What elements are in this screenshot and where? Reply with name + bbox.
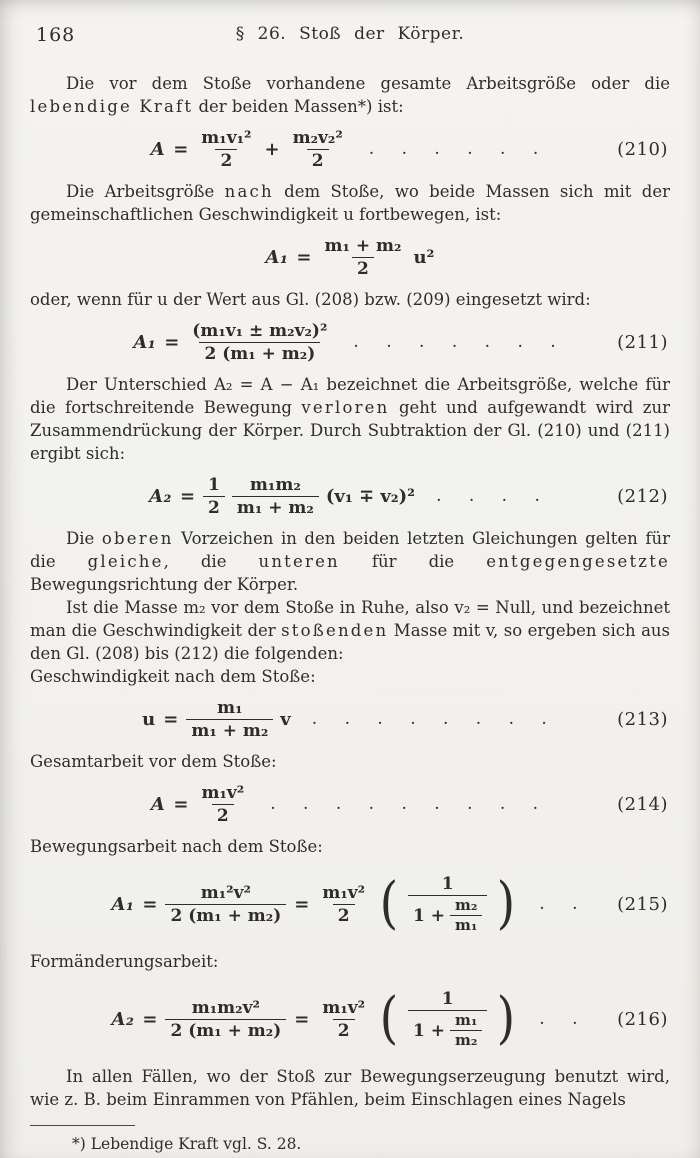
paragraph-text: Bewegungsrichtung der Körper. [30,575,299,594]
footnote-separator [30,1125,135,1126]
equation-210 [30,125,670,173]
numerator: m₁m₂v² [191,997,260,1018]
numerator: 1 [208,474,220,495]
numerator: m₁ [217,697,243,718]
denominator: m₁ + m₂ [186,719,273,741]
fraction [165,883,286,926]
equation-number: (216) [617,1008,668,1030]
symbol-A2: A₂ [111,1008,135,1030]
emphasized-text: nach [224,182,274,201]
symbol-A: A [150,138,166,160]
fraction [320,236,407,279]
denominator: m₂ [450,1030,482,1049]
fraction [196,783,249,826]
variable-v: v [280,708,291,730]
equals-sign: = [173,138,189,160]
numerator: m₁v₁² [201,127,252,148]
paragraph-text: dem Stoße, wo beide Massen sich mit der gemeinschaftlichen Geschwindigkeit u fortbewegen, ist: [30,182,670,224]
equation-math [133,321,566,364]
equation-math [266,236,435,279]
equation-math [151,783,549,826]
label-total-work [30,750,670,773]
equals-sign: = [142,1008,158,1030]
emphasized-text: stoßenden [281,621,389,640]
fraction [317,998,370,1041]
equation-215 [30,865,670,943]
numerator: m₁v² [322,882,366,903]
paragraph-intro-energy [30,72,670,118]
equation-number: (214) [617,793,668,815]
page-header [30,24,670,48]
paragraph-text: Die vor dem Stoße vorhandene gesamte Arbeitsgröße oder die [66,74,670,93]
inner-fraction [450,1012,482,1049]
equation-216 [30,980,670,1058]
denominator: 2 [307,149,329,171]
numerator: m₁v² [201,782,245,803]
paragraph-or-substitute [30,288,670,311]
leader-dots: . . . . . . . . [311,709,558,729]
numerator: m₁ + m₂ [324,235,402,256]
equals-sign: = [294,893,310,915]
paragraph-sign-convention [30,527,670,596]
label-velocity-after-impact [30,665,670,688]
denominator-row [408,1010,487,1049]
denominator: 2 (m₁ + m₂) [199,342,320,364]
paragraph-text: der beiden Massen*) ist: [193,97,404,116]
emphasized-text: oberen [101,529,174,548]
label-text: Formänderungsarbeit: [30,952,219,971]
equals-sign: = [164,331,180,353]
leader-dots: . . [539,894,589,914]
symbol-u: u [142,708,156,730]
footnote [30,1134,670,1155]
denominator: 2 [352,257,374,279]
paragraph-mass-at-rest [30,596,670,665]
label-text: Bewegungsarbeit nach dem Stoße: [30,837,323,856]
page-number: 168 [36,24,76,46]
fraction [288,128,348,171]
denominator-row [408,895,487,934]
equation-214 [30,780,670,828]
numerator: m₁ [454,1011,478,1029]
fraction [232,475,319,518]
denominator: m₁ [450,915,482,934]
equals-sign: = [142,893,158,915]
leader-dots: . . . . . . [368,139,550,159]
leader-dots: . . . . . . . . . [270,794,550,814]
denominator: 2 [203,496,225,518]
paragraph-text: Ist die Masse m₂ vor dem Stoße in Ruhe, also v₂ = Null, und bezeichnet man die Geschwindigkeit der [30,598,670,640]
numerator: m₂v₂² [292,127,343,148]
velocity-difference-squared: (v₁ ∓ v₂)² [325,485,416,507]
denominator: 2 (m₁ + m₂) [165,904,286,926]
variable-u-squared: u² [413,246,435,268]
numerator: m₁v² [322,997,366,1018]
equation-211 [30,318,670,366]
denominator-text: 1 + [412,905,445,926]
numerator: m₁m₂ [249,474,301,495]
label-deformation-work [30,950,670,973]
paragraph-text: , die [163,552,259,571]
inner-fraction [450,897,482,934]
symbol-A2: A₂ [149,485,172,507]
paragraph-text: In allen Fällen, wo der Stoß zur Bewegungserzeugung benutzt wird, wie z. B. beim Einrammen von Pfählen, beim Einschlagen eines Nagels [30,1067,670,1109]
equation-number: (210) [617,138,668,160]
emphasized-text: lebendige Kraft [30,97,194,116]
paragraph-text: Der Unterschied A₂ = A − A₁ bezeichnet die Arbeitsgröße, welche für die fortschreitende Bewegung [30,375,670,417]
denominator: 2 [215,149,237,171]
equals-sign: = [163,708,179,730]
emphasized-text: entgegengesetzte [486,552,670,571]
fraction [203,475,225,518]
paragraph-text: geht und aufgewandt wird zur Zusammendrückung der Körper. Durch Subtraktion der Gl. (210) und (211) ergibt sich: [30,398,671,463]
label-text: Gesamtarbeit vor dem Stoße: [30,752,277,771]
equation-math [149,475,551,518]
equation-number: (211) [617,331,668,353]
paragraph-text: Die [66,529,102,548]
numerator: 1 [441,874,454,894]
equation-number: (213) [617,708,668,730]
denominator: 2 [333,904,355,926]
fraction [196,128,256,171]
symbol-A: A [150,793,166,815]
paragraph-after-impact [30,180,670,226]
equation-212 [30,472,670,520]
fraction [317,883,370,926]
denominator-text: 1 + [412,1020,445,1041]
equation-math: A₁ = $\frac{\text{m₁²v²}}{\text{2 (m₁ + m₂)}}$ = $\frac{\text{m₁v²}}{2}$ ( 1 1 + $\frac{\text{m₂}}{\text{m₁}}$ ) . . [111,871,589,936]
denominator: 2 (m₁ + m₂) [165,1019,286,1041]
equation-math: A₂ = $\frac{\text{m₁m₂v²}}{\text{2 (m₁ + m₂)}}$ = $\frac{\text{m₁v²}}{2}$ ( 1 1 + $\frac{\text{m₁}}{\text{m₂}}$ ) . . [111,986,589,1051]
numerator: 1 [441,989,454,1009]
nested-fraction [408,989,487,1049]
equals-sign: = [179,485,196,507]
numerator: m₂ [454,896,478,914]
footnote-text: *) Lebendige Kraft vgl. S. 28. [72,1135,302,1153]
fraction [165,998,286,1041]
equation-number: (215) [617,893,668,915]
paragraph-text: Die Arbeitsgröße [66,182,225,201]
symbol-A1: A₁ [133,331,157,353]
equation-math [142,698,558,741]
numerator: m₁²v² [200,882,251,903]
paragraph-text: für die [339,552,487,571]
plus-sign: + [264,138,280,160]
symbol-A1: A₁ [265,246,289,268]
paragraph-difference [30,373,670,465]
emphasized-text: verloren [301,398,390,417]
fraction [187,321,332,364]
equation-213 [30,695,670,743]
denominator: m₁ + m₂ [232,496,319,518]
fraction [186,698,273,741]
equation-math [151,128,550,171]
running-header: § 26. Stoß der Körper. [235,24,465,44]
denominator: 2 [212,804,234,826]
emphasized-text: gleiche [87,552,164,571]
symbol-A1: A₁ [111,893,135,915]
label-motion-work [30,835,670,858]
paragraph-text: Masse mit v, so ergeben sich aus den Gl. (208) bis (212) die folgenden: [30,621,671,663]
label-text: Geschwindigkeit nach dem Stoße: [30,667,316,686]
paragraph-applications [30,1065,670,1111]
equals-sign: = [294,1008,310,1030]
equation-number: (212) [617,485,668,507]
denominator: 2 [333,1019,355,1041]
equals-sign: = [173,793,189,815]
leader-dots: . . . . [436,486,551,506]
equation-unnumbered [30,233,670,281]
paragraph-text: Vorzeichen in den beiden letzten Gleichungen gelten für die [30,529,670,571]
nested-fraction [408,874,487,934]
equals-sign: = [296,246,312,268]
leader-dots: . . . . . . . [353,332,567,352]
numerator: (m₁v₁ ± m₂v₂)² [192,320,328,341]
emphasized-text: unteren [258,552,340,571]
paragraph-text: oder, wenn für u der Wert aus Gl. (208) bzw. (209) eingesetzt wird: [30,290,591,309]
leader-dots: . . [539,1009,589,1029]
